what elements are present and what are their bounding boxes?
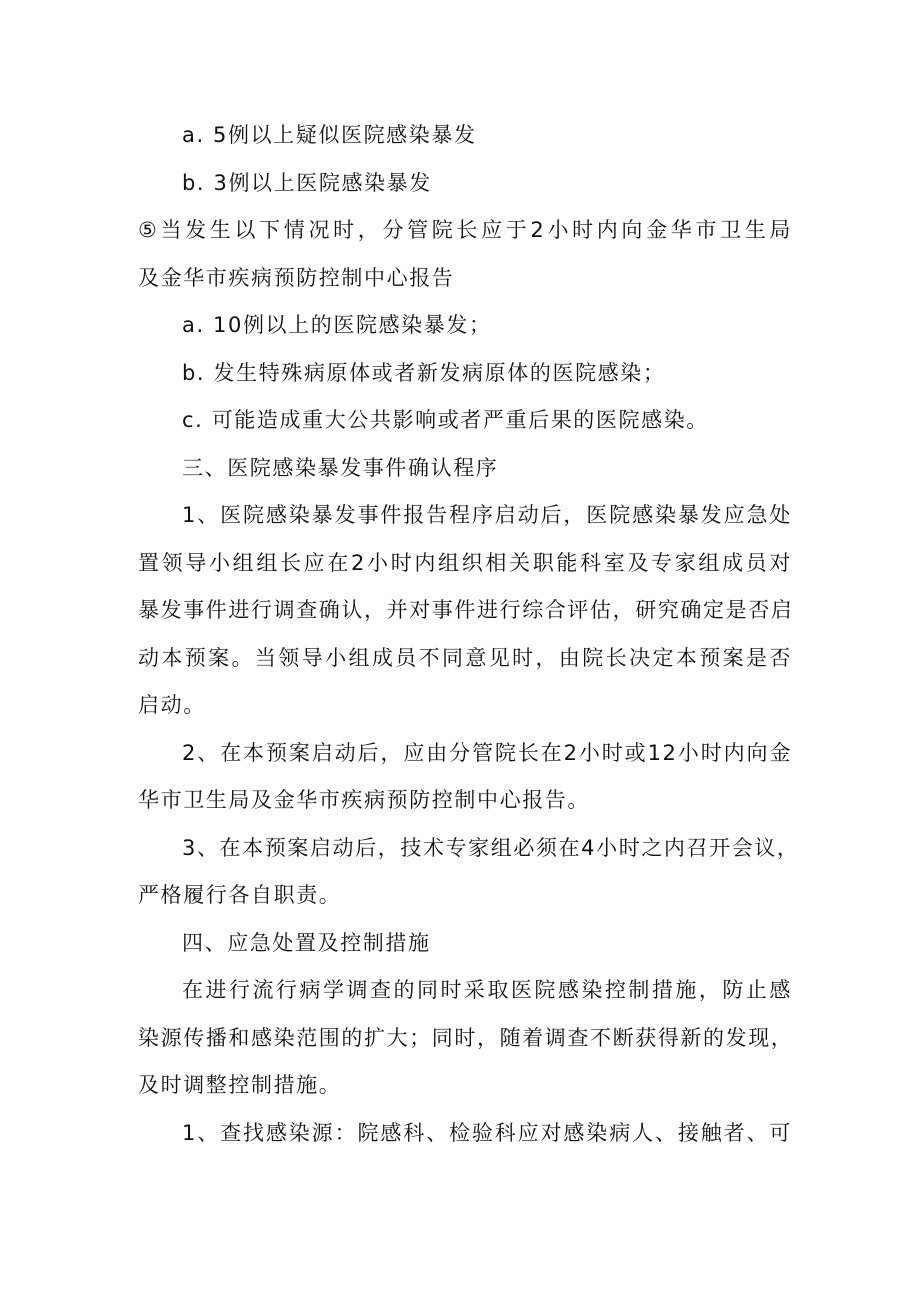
text-line: 染源传播和感染范围的扩大；同时，随着调查不断获得新的发现， <box>138 1025 794 1050</box>
section-heading-3 <box>138 445 792 493</box>
text-line: 置领导小组组长应在2小时内组织相关职能科室及专家组成员对 <box>138 550 792 575</box>
text-line: ⑤当发生以下情况时，分管院长应于2小时内向金华市卫生局 <box>138 218 792 242</box>
paragraph-report-within-2-hours <box>138 207 792 302</box>
text-line: b. 3例以上医院感染暴发 <box>182 170 432 195</box>
text-line: a. 5例以上疑似医院感染暴发 <box>182 123 477 147</box>
text-line: 3、在本预案启动后，技术专家组必须在4小时之内召开会议， <box>182 835 800 860</box>
text-line: 1、医院感染暴发事件报告程序启动后，医院感染暴发应急处 <box>182 503 792 527</box>
text-line: 1、查找感染源：院感科、检验科应对感染病人、接触者、可 <box>182 1120 792 1145</box>
item-b-special-pathogen <box>138 350 792 398</box>
text-line: 暴发事件进行调查确认，并对事件进行综合评估，研究确定是否启 <box>138 598 794 622</box>
text-line: 及时调整控制措施。 <box>138 1073 342 1097</box>
item-a-10-cases <box>138 302 792 350</box>
text-line: 2、在本预案启动后，应由分管院长在2小时或12小时内向金 <box>182 740 792 765</box>
text-line: 及金华市疾病预防控制中心报告 <box>138 265 455 290</box>
text-line: 动本预案。当领导小组成员不同意见时，由院长决定本预案是否 <box>138 645 792 670</box>
text-line: 启动。 <box>138 693 206 717</box>
text-line: b. 发生特殊病原体或者新发病原体的医院感染； <box>182 360 666 385</box>
text-line: 四、应急处置及控制措施 <box>182 930 431 955</box>
text-line: 华市卫生局及金华市疾病预防控制中心报告。 <box>138 788 590 812</box>
text-line: a. 10例以上的医院感染暴发； <box>182 313 492 337</box>
paragraph-confirmation-1 <box>138 492 792 730</box>
text-line: 在进行流行病学调查的同时采取医院感染控制措施，防止感 <box>182 978 792 1002</box>
text-line: c. 可能造成重大公共影响或者严重后果的医院感染。 <box>182 408 709 432</box>
paragraph-control-measures <box>138 967 792 1110</box>
section-heading-4 <box>138 920 792 968</box>
item-c-public-impact <box>138 397 792 445</box>
text-line: 三、医院感染暴发事件确认程序 <box>182 455 499 480</box>
paragraph-find-infection-source <box>138 1110 792 1158</box>
text-line: 严格履行各自职责。 <box>138 883 342 907</box>
item-a-5-suspected <box>138 112 792 160</box>
paragraph-confirmation-2 <box>138 730 792 825</box>
paragraph-confirmation-3 <box>138 825 800 920</box>
item-b-3-cases <box>138 160 792 208</box>
